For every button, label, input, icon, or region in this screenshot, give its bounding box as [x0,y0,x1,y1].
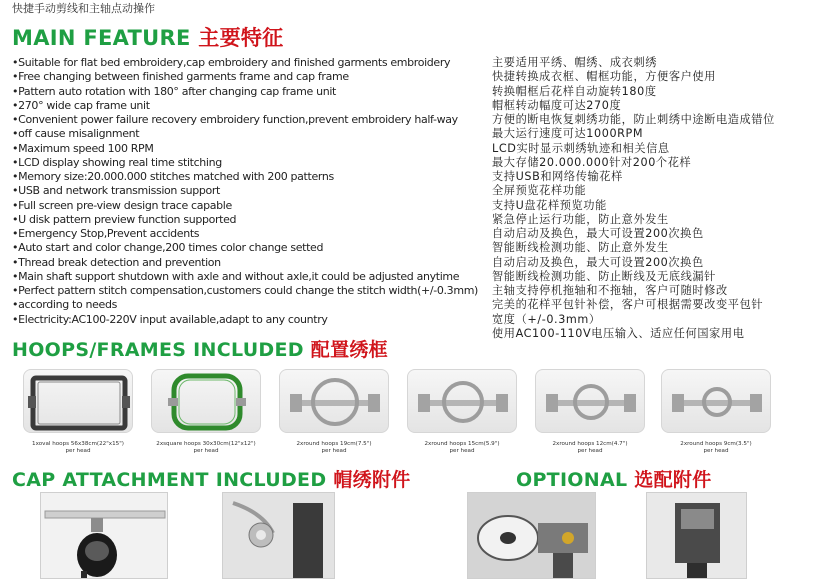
hoop-caption-line1: 2xsquare hoops 30x30cm(12"x12") [156,441,256,447]
hoops-title-cn: 配置绣框 [310,339,388,361]
hoops-title-en: HOOPS/FRAMES INCLUDED [12,339,304,361]
feature-en-item: •Pattern auto rotation with 180° after changing cap frame unit [12,84,337,98]
feature-en-item: •Electricity:AC100-220V input available,adapt to any country [12,312,328,326]
feature-cn-item: 最大存储20.000.000针对200个花样 [492,155,692,169]
feature-cn-item: 转换帽框后花样自动旋转180度 [492,84,657,98]
optional-device-photo [467,492,596,579]
feature-cn-item: 智能断线检测功能、防止断线及无底线漏针 [492,269,716,283]
hoop-caption [275,441,393,454]
hoop-caption [531,441,649,454]
feature-en-item: •Auto start and color change,200 times color change setted [12,241,324,255]
feature-cn-item: 宽度（+/-0.3mm） [492,312,601,326]
feature-cn-item: 自动启动及换色，最大可设置200次换色 [492,255,704,269]
hoop-oval-image [23,369,133,433]
main-feature-title-cn: 主要特征 [198,26,284,50]
feature-cn-item: 主要适用平绣、帽绣、成衣刺绣 [492,56,658,69]
main-feature-title [12,22,283,52]
hoop-caption-line1: 1xoval hoops 56x38cm(22"x15") [32,441,124,447]
hoop-caption-line2: per head [577,447,603,454]
optional-title-en: OPTIONAL [516,469,628,491]
cap-driver-photo [222,492,335,579]
feature-cn-item: 自动启动及换色，最大可设置200次换色 [492,227,704,240]
hoop-caption [19,441,137,454]
feature-en-item: •U disk pattern preview function supported [12,212,237,226]
hoop-caption [403,441,521,454]
hoops-title [12,335,388,362]
hoop-caption [657,441,775,454]
feature-en-item: •270° wide cap frame unit [12,98,150,112]
hoop-caption-line1: 2xround hoops 19cm(7.5") [296,441,372,447]
feature-en-item: •Perfect pattern stitch compensation,customers could change the stitch width(+/-0.3mm) [12,284,479,297]
feature-en-item: •Full screen pre-view design trace capable [12,198,232,212]
hoop-caption-line2: per head [65,447,91,454]
feature-en-item: •Convenient power failure recovery embroidery function,prevent embroidery half-way [12,113,458,126]
hoop-caption-line2: per head [449,447,475,454]
feature-cn-item: 主轴支持停机拖轴和不拖轴，客户可随时修改 [492,284,728,297]
feature-en-item: •Maximum speed 100 RPM [12,141,154,155]
feature-en-item: •Free changing between finished garments frame and cap frame [12,70,349,84]
feature-cn-item: 紧急停止运行功能，防止意外发生 [492,212,669,226]
feature-en-item: •Suitable for flat bed embroidery,cap embroidery and finished garments embroidery [12,56,451,69]
cap-frame-photo [40,492,168,579]
feature-en-item: •according to needs [12,298,117,312]
feature-cn-item: 全屏预览花样功能 [492,184,587,198]
feature-en-item: •off cause misalignment [12,127,140,141]
optional-title-cn: 选配附件 [634,469,712,491]
feature-cn-item: 最大运行速度可达1000RPM [492,127,644,141]
feature-list-en [12,56,490,327]
optional-title [516,465,712,492]
optional-head-photo [646,492,747,579]
feature-cn-item: 支持U盘花样预览功能 [492,198,607,212]
hoop-caption-line2: per head [321,447,347,454]
cap-attachment-title [12,465,411,492]
feature-cn-item: 使用AC100-110V电压输入、适应任何国家用电 [492,326,745,340]
feature-cn-item: LCD实时显示刺绣轨迹和相关信息 [492,141,670,155]
feature-en-item: •USB and network transmission support [12,184,220,198]
hoop-caption-line1: 2xround hoops 15cm(5.9") [424,441,500,447]
hoop-round-9-image [661,369,771,433]
feature-cn-item: 方便的断电恢复刺绣功能，防止刺绣中途断电造成错位 [492,113,775,126]
cap-attachment-title-en: CAP ATTACHMENT INCLUDED [12,469,327,491]
feature-en-item: •Emergency Stop,Prevent accidents [12,227,200,240]
hoop-square-image [151,369,261,433]
feature-en-item: •Thread break detection and prevention [12,255,221,269]
feature-cn-item: 快捷转换成衣框、帽框功能，方便客户使用 [492,70,716,84]
hoop-caption-line2: per head [703,447,729,454]
feature-en-item: •LCD display showing real time stitching [12,155,222,169]
top-caption: 快捷手动剪线和主轴点动操作 [12,3,155,15]
main-feature-title-en: MAIN FEATURE [12,26,191,50]
feature-en-item: •Main shaft support shutdown with axle and without axle,it could be adjusted anytime [12,269,460,283]
feature-cn-item: 支持USB和网络传输花样 [492,170,623,183]
hoop-caption-line1: 2xround hoops 9cm(3.5") [680,441,752,447]
feature-cn-item: 完美的花样平包针补偿，客户可根据需要改变平包针 [492,298,764,312]
feature-cn-item: 帽框转动幅度可达270度 [492,98,622,112]
hoop-round-12-image [535,369,645,433]
cap-attachment-title-cn: 帽绣附件 [333,469,411,491]
hoop-caption-line2: per head [193,447,219,454]
feature-en-item: •Memory size:20.000.000 stitches matched with 200 patterns [12,170,334,183]
hoop-round-15-image [407,369,517,433]
feature-cn-item: 智能断线检测功能、防止意外发生 [492,241,669,255]
feature-list-cn [492,56,807,341]
hoop-round-19-image [279,369,389,433]
hoop-caption-line1: 2xround hoops 12cm(4.7") [552,441,628,447]
hoop-caption [147,441,265,454]
